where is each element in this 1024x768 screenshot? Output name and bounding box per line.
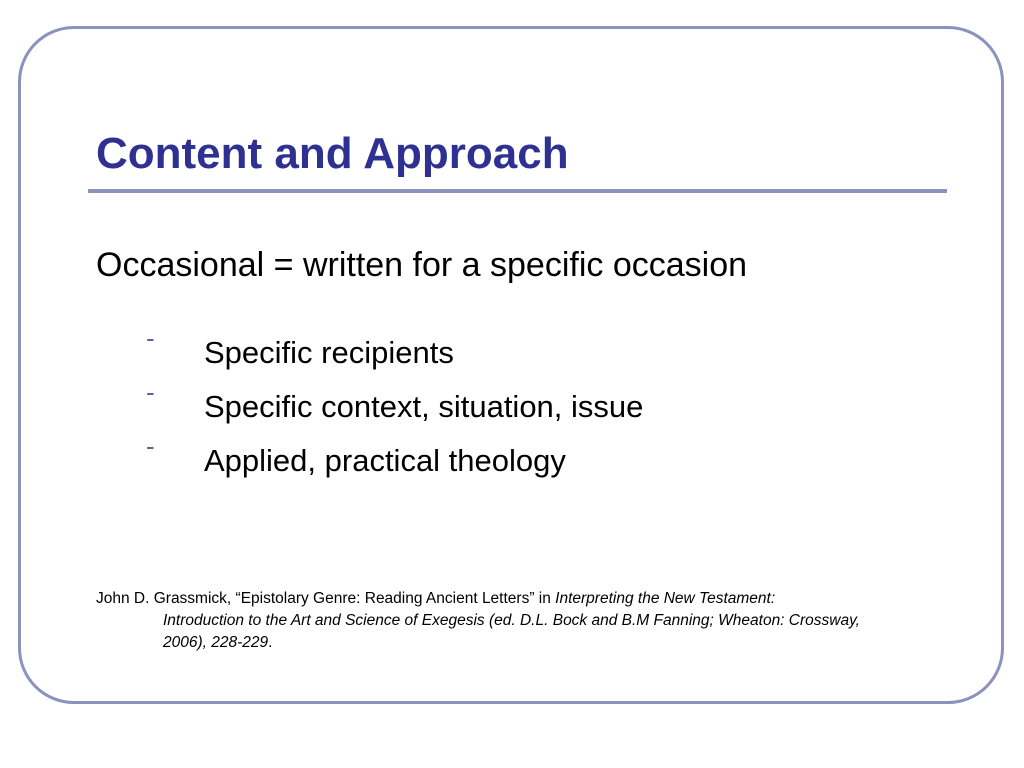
citation-book-title-part2: Introduction to the Art and Science of Exegesis (ed. D.L. Bock and B.M Fanning; Wheaton: Crossway, xyxy=(163,612,860,629)
dash-bullet-icon: - xyxy=(146,431,155,461)
citation-author-article: John D. Grassmick, “Epistolary Genre: Reading Ancient Letters” in xyxy=(96,590,556,607)
definition-text: Occasional = written for a specific occasion xyxy=(96,246,748,284)
citation-line-3 xyxy=(96,632,956,654)
citation xyxy=(96,588,956,654)
bullet-label: Applied, practical theology xyxy=(204,443,566,478)
slide-title: Content and Approach xyxy=(96,129,569,178)
dash-bullet-icon: - xyxy=(146,323,155,353)
bullet-label: Specific recipients xyxy=(204,335,454,370)
bullet-label: Specific context, situation, issue xyxy=(204,389,644,424)
dash-bullet-icon: - xyxy=(146,377,155,407)
citation-end-punct: . xyxy=(268,634,273,651)
citation-pages: 2006), 228-229 xyxy=(163,634,269,651)
citation-book-title-part1: Interpreting the New Testament: xyxy=(555,590,776,607)
citation-line-1 xyxy=(96,588,956,610)
title-divider xyxy=(88,189,947,193)
